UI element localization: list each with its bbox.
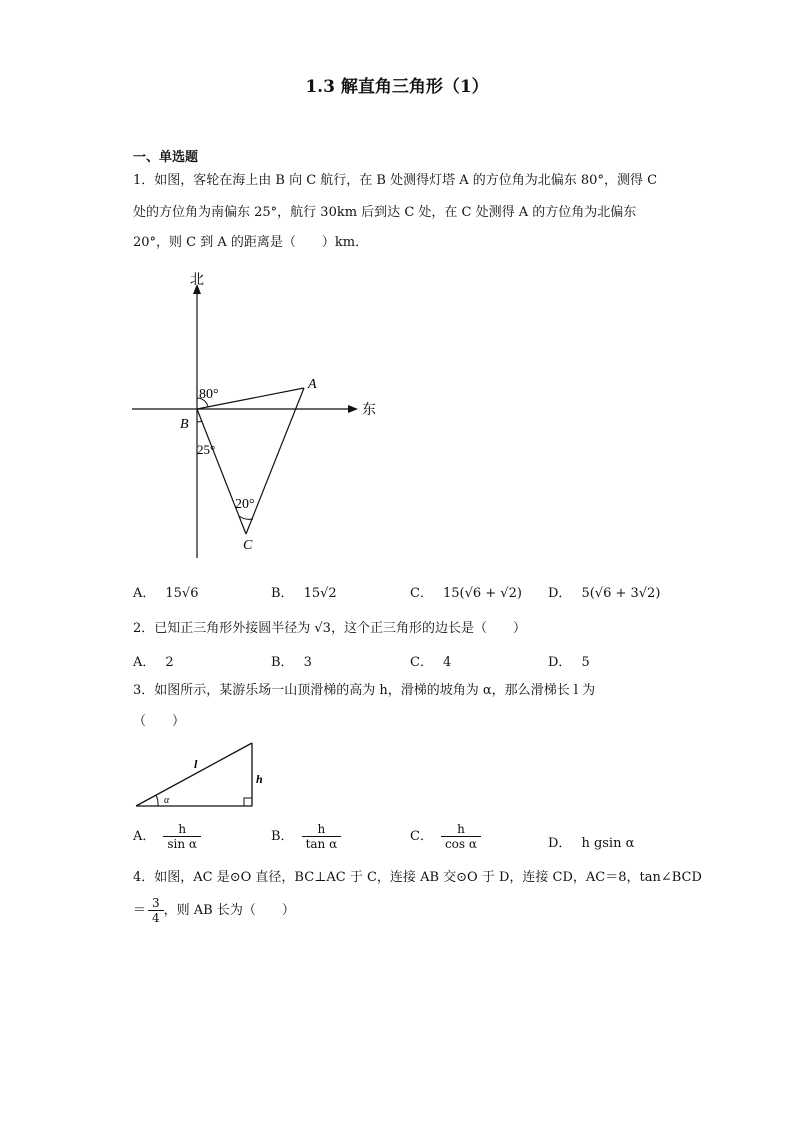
option-text: 15√2 — [303, 586, 337, 601]
q3-figure — [130, 736, 270, 812]
q1-option-d[interactable] — [548, 582, 660, 601]
option-label: C． — [410, 655, 433, 670]
option-label: D． — [548, 586, 572, 601]
q3-text-line-2: （ ） — [133, 714, 186, 729]
option-label: B． — [271, 586, 294, 601]
side-AC — [246, 388, 304, 534]
q4-text-line-2 — [133, 896, 295, 925]
option-text: h gsin α — [581, 836, 635, 851]
option-text: 4 — [442, 655, 452, 670]
q1-text-line-3: 20°，则 C 到 A 的距离是（ ）km． — [133, 235, 369, 250]
option-label: B． — [271, 655, 294, 670]
q1-text-line-2: 处的方位角为南偏东 25°，航行 30km 后到达 C 处，在 C 处测得 A 的方位角为北偏东 — [133, 205, 637, 220]
q1-figure — [128, 270, 388, 565]
option-label: A． — [133, 655, 156, 670]
alpha-label: α — [164, 795, 170, 806]
north-label: 北 — [190, 273, 204, 288]
angle-80-label: 80° — [199, 387, 219, 402]
option-label: C． — [410, 829, 433, 844]
east-label: 东 — [362, 403, 376, 418]
q3-option-c[interactable] — [410, 822, 481, 851]
option-label: A． — [133, 586, 156, 601]
option-fraction: $\frac{h}{\text{sin α}}$ — [163, 822, 201, 851]
q2-option-c[interactable] — [410, 651, 451, 670]
slide-hypotenuse — [136, 743, 252, 806]
option-text: 5(√6 + 3√2) — [581, 586, 661, 601]
alpha-arc — [156, 795, 158, 806]
angle-20-arc — [239, 516, 253, 519]
option-text: 3 — [303, 655, 312, 670]
right-angle-mark — [244, 798, 252, 806]
q1-option-b[interactable] — [271, 582, 337, 601]
option-label: C． — [410, 586, 433, 601]
option-fraction: $\frac{h}{\text{tan α}}$ — [302, 822, 342, 851]
q2-option-b[interactable] — [271, 651, 312, 670]
side-BC — [197, 409, 246, 534]
q3-option-b[interactable] — [271, 822, 341, 851]
q2-text: 2．已知正三角形外接圆半径为 √3，这个正三角形的边长是（ ） — [133, 621, 526, 636]
q2-option-a[interactable] — [133, 651, 174, 670]
point-B-label: B — [180, 417, 189, 432]
option-label: D． — [548, 655, 572, 670]
q3-option-d[interactable] — [548, 832, 634, 851]
h-label: h — [256, 772, 263, 786]
q4-text-rest: ，则 AB 长为（ ） — [163, 903, 295, 918]
q4-text-line-1: 4．如图，AC 是⊙O 直径，BC⊥AC 于 C，连接 AB 交⊙O 于 D，连接 CD，AC＝8，tan∠BCD — [133, 870, 702, 885]
east-arrow — [348, 405, 358, 413]
option-text: 2 — [165, 655, 174, 670]
q2-option-d[interactable] — [548, 651, 590, 670]
option-text: 5 — [581, 655, 590, 670]
option-text: 15√6 — [165, 586, 199, 601]
point-A-label: A — [308, 377, 317, 392]
page-title: 1.3 解直角三角形（1） — [305, 77, 489, 97]
angle-20-label: 20° — [235, 497, 255, 512]
angle-25-arc — [197, 421, 202, 422]
q1-option-a[interactable] — [133, 582, 199, 601]
tan-fraction: $\frac{3}{4}$ — [148, 896, 164, 925]
option-fraction: $\frac{h}{\text{cos α}}$ — [441, 822, 481, 851]
q3-option-a[interactable] — [133, 822, 201, 851]
q1-option-c[interactable] — [410, 582, 522, 601]
option-label: D． — [548, 836, 572, 851]
option-label: A． — [133, 829, 156, 844]
equals-sign: ＝ — [133, 903, 147, 918]
option-label: B． — [271, 829, 294, 844]
point-C-label: C — [243, 538, 253, 553]
angle-25-label: 25° — [197, 442, 216, 457]
section-heading: 一、单选题 — [133, 150, 199, 165]
l-label: l — [194, 757, 198, 771]
q3-text-line-1: 3．如图所示，某游乐场一山顶滑梯的高为 h，滑梯的坡角为 α，那么滑梯长 l 为 — [133, 683, 596, 698]
option-text: 15(√6 + √2) — [442, 586, 522, 601]
q1-text-line-1: 1．如图，客轮在海上由 B 向 C 航行，在 B 处测得灯塔 A 的方位角为北偏东 80°，测得 C — [133, 173, 658, 188]
